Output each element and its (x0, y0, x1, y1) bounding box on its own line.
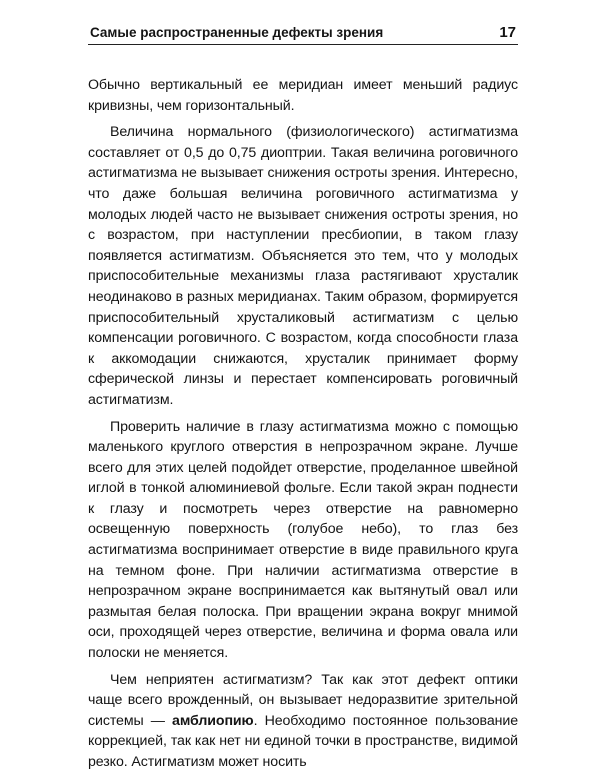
paragraph: Проверить наличие в глазу астигматизма можно с помощью маленького круглого отверстия в непрозрачном экране. Лучше всего для этих целей подойдет отверстие, проделанное швейной иглой в тонкой алюминиевой фольге. Если такой экран поднести к глазу и посмотреть через отверстие на равномерно освещенную поверхность (голубое небо), то глаз без астигматизма воспринимает отверстие в виде правильного круга на темном фоне. При наличии астигматизма отверстие в непрозрачном экране воспринимается как вытянутый овал или размытая белая полоска. При вращении экрана вокруг мнимой оси, проходящей через отверстие, величина и форма овала или полоски не меняется. (88, 418, 518, 662)
paragraph-text-start: Чем неприятен астигматизм? Так как этот дефект оптики чаще всего врожденный, он вызывает недоразвитие зрительной системы — (88, 671, 518, 729)
body-text (88, 75, 518, 773)
chapter-title: Самые распространенные дефекты зрения (90, 25, 384, 40)
paragraph: Обычно вертикальный ее меридиан имеет меньший радиус кривизны, чем горизонтальный. (88, 77, 518, 114)
book-page (88, 24, 518, 770)
running-header (88, 24, 518, 45)
emphasized-term: амблиопию (172, 712, 254, 729)
paragraph (88, 670, 518, 773)
page-number: 17 (499, 24, 516, 41)
paragraph-text-end: . Необходимо постоянное пользование коррекцией, так как нет ни единой точки в пространстве, видимой резко. Астигматизм может носить (88, 712, 518, 770)
paragraph: Величина нормального (физиологического) астигматизма составляет от 0,5 до 0,75 диоптрии. Такая величина роговичного астигматизма не вызывает снижения остроты зрения. Интересно, что даже большая величина роговичного астигматизма у молодых людей часто не вызывает снижения остроты зрения, но с возрастом, при наступлении пресбиопии, в таком глазу появляется астигматизм. Объясняется это тем, что у молодых приспособительные механизмы глаза растягивают хрусталик неодинаково в разных меридианах. Таким образом, формируется приспособительный хрусталиковый астигматизм с целью компенсации роговичного. С возрастом, когда способности глаза к аккомодации снижаются, хрусталик принимает форму сферической линзы и перестает компенсировать роговичный астигматизм. (88, 124, 518, 408)
